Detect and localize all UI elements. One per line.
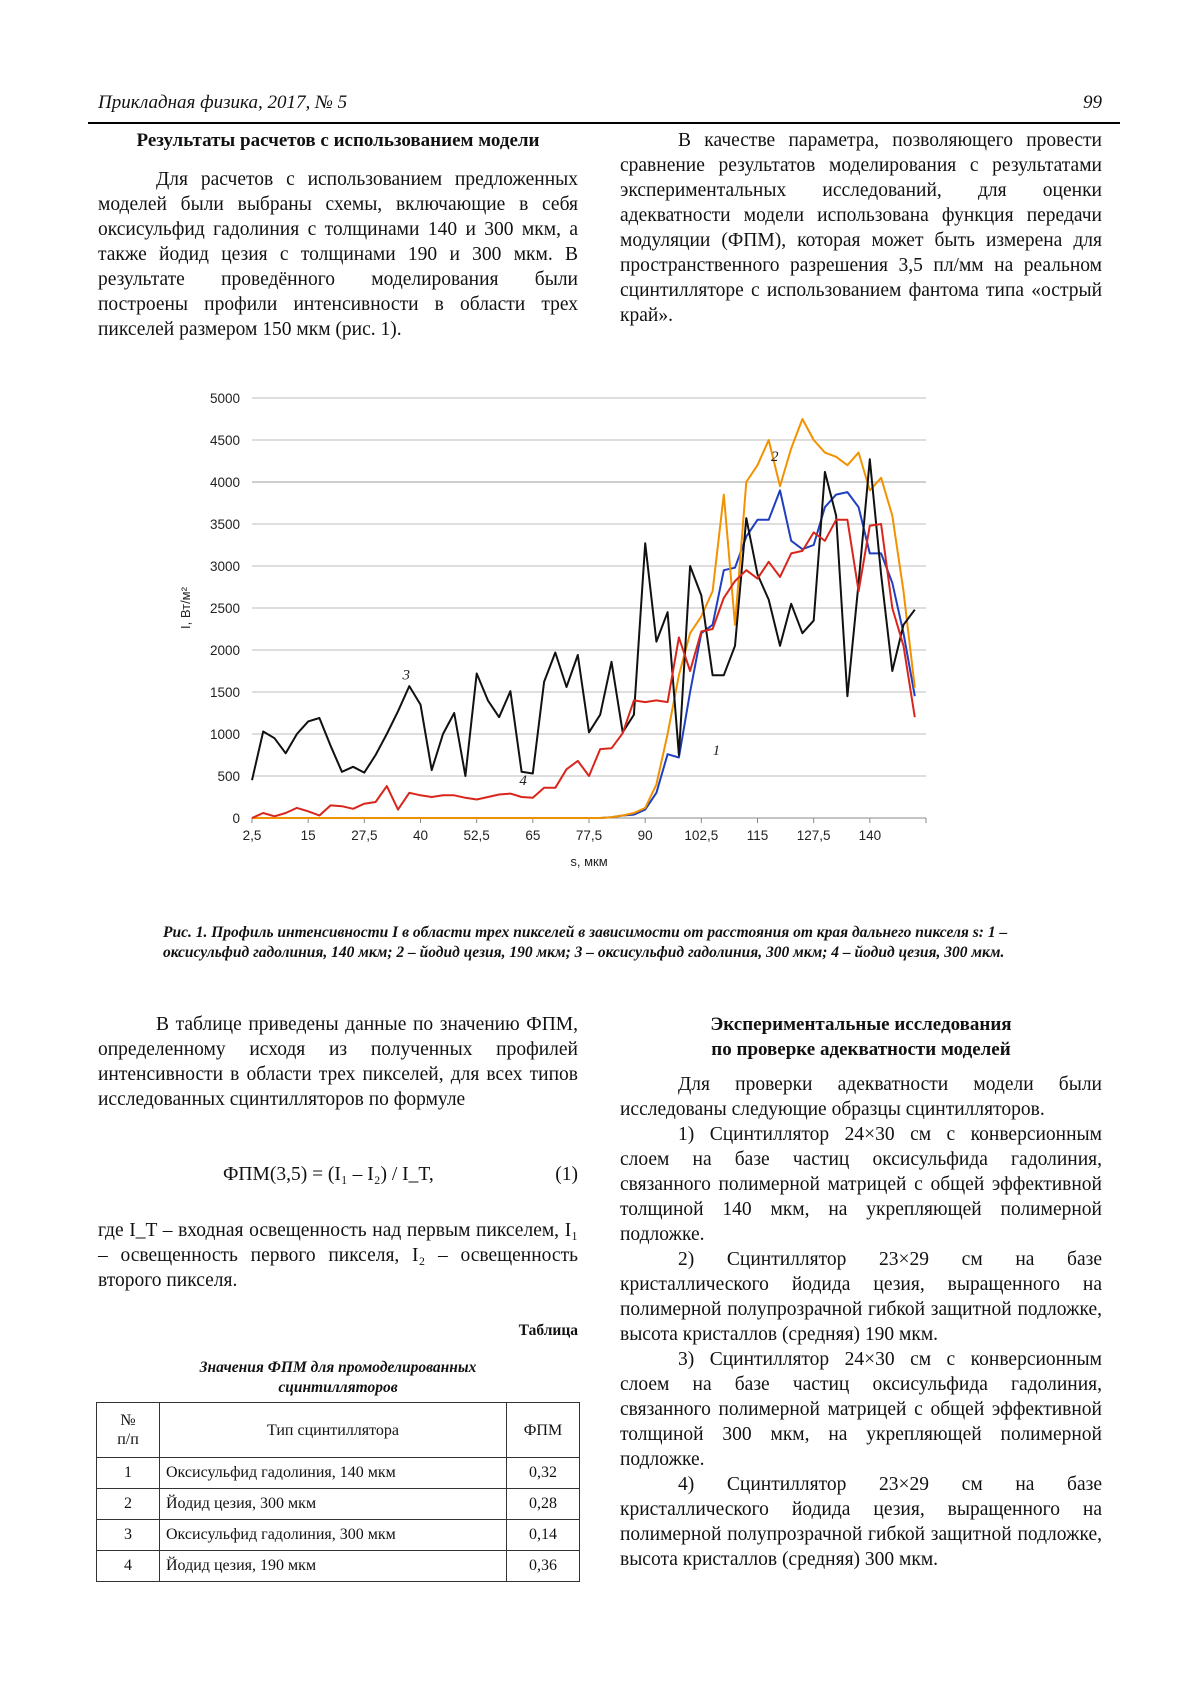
cell-mtf: 0,14	[507, 1520, 580, 1551]
x-axis-label: s, мкм	[570, 854, 608, 869]
right-column-top	[620, 128, 1102, 328]
cell-type: Йодид цезия, 300 мкм	[160, 1489, 507, 1520]
x-tick-label: 27,5	[351, 828, 378, 843]
table-row	[97, 1520, 580, 1551]
cell-num: 2	[97, 1489, 160, 1520]
cell-num: 3	[97, 1520, 160, 1551]
series-annotation: 4	[519, 773, 527, 790]
paragraph: В таблице приведены данные по значению ФПМ, определенному исходя из полученных профилей интенсивности в области трех пикселей, для всех типов исследованных сцинтилляторов по формуле	[98, 1014, 578, 1110]
intensity-profile-chart	[170, 380, 1030, 900]
x-tick-label: 2,5	[242, 828, 262, 843]
formula-number: (1)	[555, 1164, 578, 1185]
table-row	[97, 1551, 580, 1582]
y-tick-label: 1500	[209, 685, 240, 700]
series-annotation: 1	[712, 743, 721, 759]
header-num	[97, 1403, 160, 1458]
table-header-row	[97, 1403, 580, 1458]
y-tick-label: 1000	[209, 727, 240, 742]
list-item: 1) Сцинтиллятор 24×30 см с конверсионным слоем на базе частиц оксисульфида гадолиния, связанного полимерной матрицей с общей эффективной толщиной 140 мкм, на укрепляющей полимерной подложке.	[620, 1124, 1102, 1245]
header-rule	[88, 122, 1120, 124]
left-column-where	[98, 1218, 578, 1293]
y-tick-label: 500	[217, 769, 240, 784]
paragraph: Для проверки адекватности модели были исследованы следующие образцы сцинтилляторов.	[620, 1074, 1102, 1120]
right-column-bottom	[620, 1012, 1102, 1572]
table-title-line: сцинтилляторов	[278, 1379, 398, 1396]
series-annotation: 2	[770, 449, 779, 465]
cell-mtf: 0,28	[507, 1489, 580, 1520]
x-tick-label: 65	[525, 828, 541, 843]
figure-caption: Рис. 1. Профиль интенсивности I в области трех пикселей в зависимости от расстояния от края дальнего пикселя s: 1 – оксисульфид гадолиния, 140 мкм; 2 – йодид цезия, 190 мкм; 3 – оксисульфид гадолиния, 300 мкм; 4 – йодид цезия, 300 мкм.	[163, 924, 1008, 961]
mtf-formula: ФПМ(3,5) = (I₁ – I₂) / I_T,	[223, 1164, 434, 1185]
x-tick-label: 15	[300, 828, 316, 843]
series-annotation: 3	[402, 667, 411, 684]
header-mtf: ФПМ	[507, 1403, 580, 1458]
table-row	[97, 1458, 580, 1489]
section-title-line: Экспериментальные исследования	[710, 1014, 1012, 1035]
data-series-line	[252, 419, 915, 818]
cell-mtf: 0,36	[507, 1551, 580, 1582]
table-label: Таблица	[518, 1322, 578, 1339]
y-axis-label: I, Вт/м²	[178, 587, 193, 629]
journal-header: Прикладная физика, 2017, № 5	[98, 92, 348, 113]
y-tick-label: 2000	[209, 643, 240, 658]
header-num-line: п/п	[117, 1431, 139, 1448]
cell-mtf: 0,32	[507, 1458, 580, 1489]
y-tick-label: 5000	[209, 391, 240, 406]
y-tick-label: 3000	[209, 559, 240, 574]
data-series-line	[252, 459, 915, 780]
cell-type: Йодид цезия, 190 мкм	[160, 1551, 507, 1582]
list-item: 3) Сцинтиллятор 24×30 см с конверсионным слоем на базе частиц оксисульфида гадолиния, связанного полимерной матрицей с общей эффективной толщиной 300 мкм, на укрепляющей полимерной подложке.	[620, 1349, 1102, 1470]
y-tick-label: 3500	[209, 517, 240, 532]
mtf-table	[96, 1402, 580, 1582]
list-item: 2) Сцинтиллятор 23×29 см на базе кристаллического йодида цезия, выращенного на полимерной полупрозрачной гибкой защитной подложке, высота кристаллов (средняя) 190 мкм.	[620, 1249, 1102, 1345]
table-title	[98, 1358, 578, 1398]
x-tick-label: 115	[746, 828, 769, 843]
paragraph: Для расчетов с использованием предложенных моделей были выбраны схемы, включающие в себя оксисульфид гадолиния с толщинами 140 и 300 мкм, а также йодид цезия с толщинами 190 и 300 мкм. В результате проведённого моделирования были построены профили интенсивности в области трех пикселей размером 150 мкм (рис. 1).	[98, 169, 578, 340]
chart-canvas	[170, 380, 1030, 900]
table-row	[97, 1489, 580, 1520]
y-tick-label: 0	[232, 811, 240, 826]
y-tick-label: 4000	[209, 475, 240, 490]
left-column-top	[98, 128, 578, 342]
section-title-line: по проверке адекватности моделей	[711, 1039, 1011, 1060]
list-item: 4) Сцинтиллятор 23×29 см на базе кристаллического йодида цезия, выращенного на полимерной полупрозрачной гибкой защитной подложке, высота кристаллов (средняя) 300 мкм.	[620, 1474, 1102, 1570]
header-num-line: №	[120, 1412, 136, 1429]
y-tick-label: 4500	[209, 433, 240, 448]
x-tick-label: 90	[637, 828, 653, 843]
header-type: Тип сцинтиллятора	[160, 1403, 507, 1458]
cell-num: 4	[97, 1551, 160, 1582]
page-number: 99	[1083, 92, 1102, 113]
x-tick-label: 127,5	[796, 828, 831, 843]
cell-num: 1	[97, 1458, 160, 1489]
paragraph: В качестве параметра, позволяющего провести сравнение результатов моделирования с результатами экспериментальных исследований, для оценки адекватности модели использована функция передачи модуляции (ФПМ), которая может быть измерена для пространственного разрешения 3,5 пл/мм на реальном сцинтилляторе с использованием фантома типа «острый край».	[620, 130, 1102, 326]
left-column-bottom	[98, 1012, 578, 1112]
cell-type: Оксисульфид гадолиния, 300 мкм	[160, 1520, 507, 1551]
table-title-line: Значения ФПМ для промоделированных	[199, 1359, 477, 1376]
y-tick-label: 2500	[209, 601, 240, 616]
section-title-results: Результаты расчетов с использованием модели	[136, 130, 540, 151]
x-tick-label: 140	[858, 828, 882, 843]
cell-type: Оксисульфид гадолиния, 140 мкм	[160, 1458, 507, 1489]
x-tick-label: 40	[412, 828, 429, 843]
x-tick-label: 77,5	[575, 828, 603, 843]
data-series-line	[252, 520, 915, 818]
paragraph: где I_T – входная освещенность над первым пикселем, I₁ – освещенность первого пикселя, I₂ – освещенность второго пикселя.	[98, 1220, 578, 1291]
x-tick-label: 52,5	[463, 828, 490, 843]
section-title-experimental	[620, 1012, 1102, 1062]
x-tick-label: 102,5	[684, 828, 719, 843]
